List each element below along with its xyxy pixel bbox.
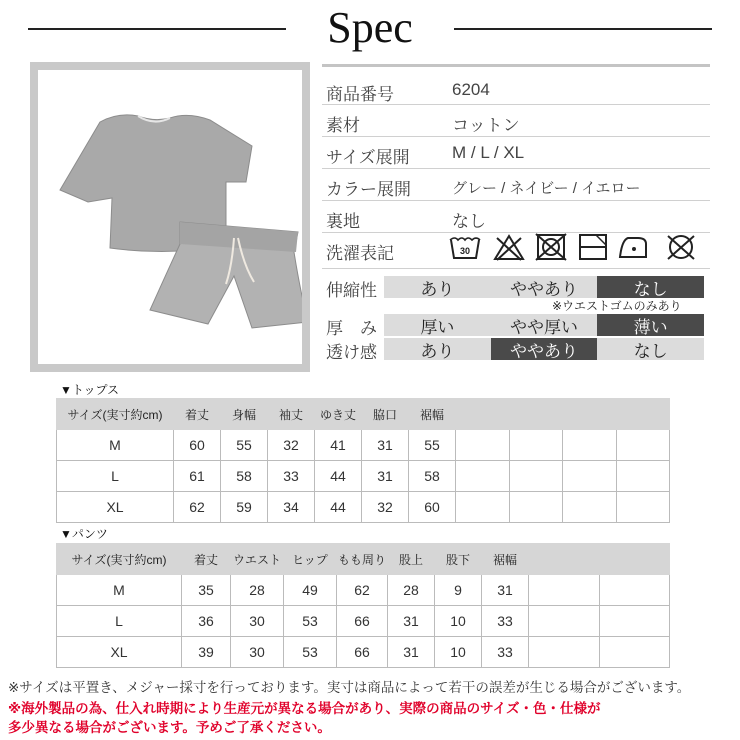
scale-option-selected: ややあり [491,338,598,360]
table-row [57,575,670,606]
table-cell: 61 [174,461,221,492]
tops-size-table [56,398,670,523]
wash-temp-label: 30 [459,246,471,256]
spec-value-lining: なし [452,212,486,231]
table-cell: 55 [409,430,456,461]
table-cell: 35 [182,575,231,606]
table-cell: 32 [268,430,315,461]
table-cell [529,606,600,637]
table-cell: 31 [482,575,529,606]
table-cell: 33 [268,461,315,492]
table-header-cell: 裾幅 [482,544,529,575]
scale-option: やや厚い [491,314,598,336]
table-cell: 49 [284,575,337,606]
table-cell [599,575,670,606]
table-header-cell [563,399,617,430]
table-cell [529,637,600,668]
scale-option-selected: なし [597,276,704,298]
scale-option: ややあり [491,276,598,298]
table-row [57,637,670,668]
spec-rule [322,168,710,169]
table-header-cell [509,399,563,430]
table-cell: 32 [362,492,409,523]
spec-label-care: 洗濯表記 [326,244,394,263]
table-cell: 58 [409,461,456,492]
table-cell [509,461,563,492]
scale-option: あり [384,276,491,298]
no-dry-clean-icon [664,232,698,262]
table-cell [616,492,670,523]
spec-label-sizes: サイズ展開 [326,148,410,167]
table-header-cell: サイズ(実寸約cm) [57,399,174,430]
table-header-cell: 袖丈 [268,399,315,430]
table-cell: 53 [284,606,337,637]
table-cell: 28 [388,575,435,606]
table-header-cell: 身幅 [221,399,268,430]
spec-label-item-number: 商品番号 [326,85,394,104]
garment-illustration [38,70,302,364]
table-row [57,461,670,492]
table-header-cell [529,544,600,575]
scale-stretch [384,276,704,298]
table-cell: 28 [231,575,284,606]
size-cell: XL [57,492,174,523]
scale-thickness [384,314,704,336]
table-header-cell [616,399,670,430]
spec-label-material: 素材 [326,116,360,135]
table-cell [456,461,510,492]
size-cell: L [57,461,174,492]
table-cell [509,492,563,523]
table-header-cell: 脇口 [362,399,409,430]
table-cell: 31 [362,430,409,461]
table-cell: 31 [388,606,435,637]
table-cell [529,575,600,606]
pants-section-title: ▼パンツ [60,527,108,541]
table-cell: 31 [362,461,409,492]
scale-label-stretch: 伸縮性 [326,281,377,300]
tops-section-title: ▼トップス [60,383,120,397]
scale-label-thickness: 厚 み [326,319,377,338]
spec-value-sizes: M / L / XL [452,143,525,162]
table-cell [563,430,617,461]
size-cell: XL [57,637,182,668]
spec-rule [322,136,710,137]
scale-sheerness [384,338,704,360]
table-cell: 10 [435,637,482,668]
no-bleach-icon [492,232,526,262]
product-photo [30,62,310,372]
table-cell: 55 [221,430,268,461]
table-header-cell [599,544,670,575]
stretch-note: ※ウエストゴムのみあり [552,299,682,313]
table-cell: 33 [482,606,529,637]
spec-value-item-number: 6204 [452,80,490,99]
table-cell [456,430,510,461]
spec-label-colors: カラー展開 [326,180,411,199]
table-cell: 60 [174,430,221,461]
spec-value-material: コットン [452,116,520,135]
table-cell: 62 [174,492,221,523]
table-cell: 59 [221,492,268,523]
no-tumble-dry-icon [534,232,568,262]
table-cell [509,430,563,461]
table-cell: 66 [337,606,388,637]
table-header-cell: ヒップ [284,544,337,575]
table-cell [563,461,617,492]
table-cell: 58 [221,461,268,492]
scale-option-selected: 薄い [597,314,704,336]
footnote-warning-line1: ※海外製品の為、仕入れ時期により生産元が異なる場合があり、実際の商品のサイズ・色・仕様が [8,701,601,716]
table-cell: 33 [482,637,529,668]
table-header-cell: 着丈 [182,544,231,575]
scale-option: なし [597,338,704,360]
header-rule-right [454,28,712,30]
table-header-cell: もも周り [337,544,388,575]
table-header-cell: 股上 [388,544,435,575]
header-rule-left [28,28,286,30]
page-title: Spec [327,3,413,52]
table-row [57,430,670,461]
table-cell: 30 [231,637,284,668]
table-header-row [57,544,670,575]
table-header-cell: ゆき丈 [315,399,362,430]
size-cell: M [57,575,182,606]
table-header-row [57,399,670,430]
scale-label-sheerness: 透け感 [326,343,377,362]
table-header-cell: 裾幅 [409,399,456,430]
table-cell: 30 [231,606,284,637]
table-cell: 44 [315,492,362,523]
table-cell: 66 [337,637,388,668]
table-header-cell: サイズ(実寸約cm) [57,544,182,575]
scale-option: あり [384,338,491,360]
table-cell [616,430,670,461]
table-cell [616,461,670,492]
table-header-cell: ウエスト [231,544,284,575]
table-cell: 53 [284,637,337,668]
table-cell: 62 [337,575,388,606]
table-header-cell [456,399,510,430]
scale-option: 厚い [384,314,491,336]
table-cell: 34 [268,492,315,523]
spec-value-colors: グレー / ネイビー / イエロー [452,180,641,197]
table-cell: 31 [388,637,435,668]
footnote-warning-line2: 多少異なる場合がございます。予めご了承ください。 [8,720,331,735]
table-cell: 10 [435,606,482,637]
table-cell: 60 [409,492,456,523]
table-header-cell: 股下 [435,544,482,575]
table-header-cell: 着丈 [174,399,221,430]
table-cell: 39 [182,637,231,668]
table-row [57,492,670,523]
table-cell [599,606,670,637]
table-row [57,606,670,637]
footnote-measurement: ※サイズは平置き、メジャー採寸を行っております。実寸は商品によって若干の誤差が生じる場合がございます。 [8,680,691,695]
size-cell: M [57,430,174,461]
spec-top-rule [322,64,710,67]
spec-rule [322,200,710,201]
table-cell: 44 [315,461,362,492]
table-cell [599,637,670,668]
table-cell: 41 [315,430,362,461]
iron-low-icon [616,232,650,262]
table-cell [456,492,510,523]
table-cell: 36 [182,606,231,637]
table-cell [563,492,617,523]
wash-30-icon [448,232,482,262]
pants-size-table [56,543,670,668]
spec-label-lining: 裏地 [326,212,360,231]
spec-rule [322,268,710,269]
spec-rule [322,104,710,105]
table-cell: 9 [435,575,482,606]
size-cell: L [57,606,182,637]
line-dry-shade-icon [576,232,610,262]
